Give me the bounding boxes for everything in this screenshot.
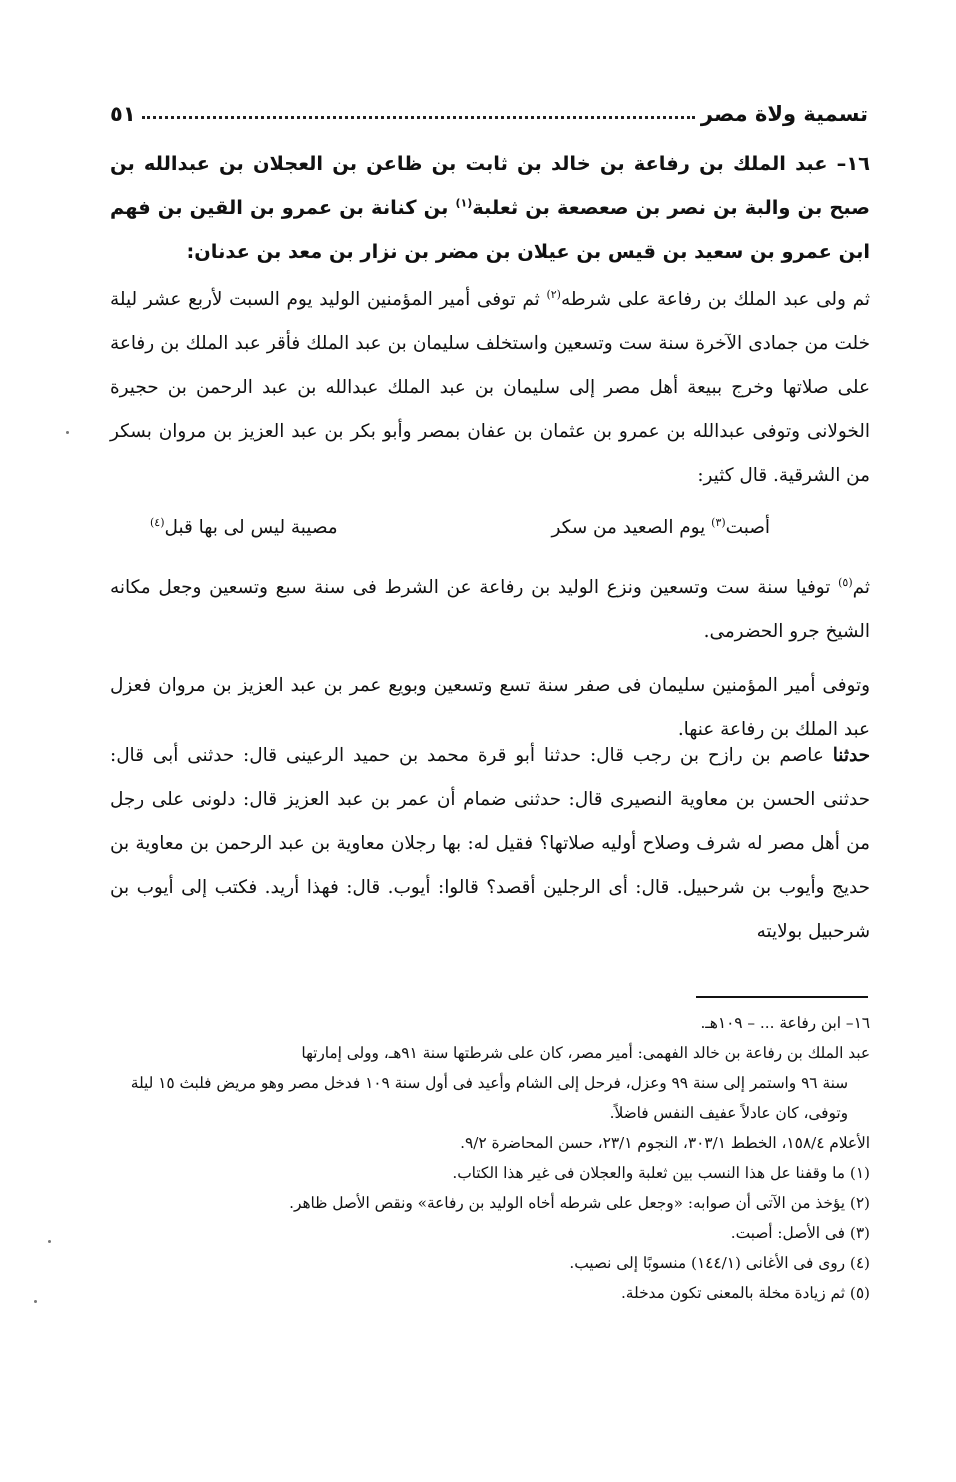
footnote-ref-2: (٢) <box>546 287 561 301</box>
footnote-ref-4: (٤) <box>150 515 165 529</box>
entry-heading <box>110 142 870 274</box>
paragraph-2-part1: ثم <box>852 577 870 598</box>
running-header <box>110 92 868 126</box>
footnote-bio-line1: عبد الملك بن رفاعة بن خالد الفهمى: أمير مصر، كان على شرطتها سنة ٩١هـ، وولى إمارتها <box>301 1044 870 1062</box>
footnote-sources: الأعلام ١٥٨/٤، الخطط ٣٠٣/١، النجوم ٢٣/١، حسن المحاضرة ٩/٢. <box>460 1134 870 1152</box>
footnote-separator <box>696 996 868 998</box>
paragraph-1 <box>110 278 870 498</box>
paragraph-4-text: عاصم بن رازح بن رجب قال: حدثنا أبو قرة محمد بن حميد الرعينى قال: حدثنى أبى قال: حدثنى الحسن بن معاوية النصيرى قال: حدثنى ضمام أن عمر بن عبد العزيز قال: دلونى على رجل من أهل مصر له شرف وصلاح أوليه صلاتها؟ فقيل له: بها رجلان معاوية بن عبد الرحمن بن معاوية بن حديج وأيوب بن شرحبيل. قال: أى الرجلين أقصد؟ قالوا: أيوب. قال: فهذا أريد. فكتب إلى أيوب بن شرحبيل بولايته <box>110 745 870 942</box>
paragraph-1-part1: ثم ولى عبد الملك بن رفاعة على شرطه <box>560 289 870 310</box>
footnote-ref-3: (٣) <box>711 515 726 529</box>
heading-text-part1: ١٦– عبد الملك بن رفاعة بن خالد بن ثابت بن ظاعن بن العجلان بن عبدالله بن صبح بن والبة بن نصر بن صعصعة بن ثعلبة <box>110 152 870 219</box>
scan-speck <box>34 1300 37 1303</box>
footnote-bio-head: ١٦– ابن رفاعة ... – ١٠٩هـ. <box>700 1014 870 1032</box>
running-title: تسمية ولاة مصر <box>700 102 868 126</box>
footnote-ref-5: (٥) <box>838 575 853 589</box>
footnotes <box>108 1008 870 1308</box>
poem-text: يوم الصعيد من سكر <box>551 517 712 538</box>
poem-text-second: مصيبة ليس لى بها قبل <box>164 517 338 538</box>
footnote-bio <box>108 1038 870 1128</box>
heading-text-part2: بن كنانة بن عمرو بن القين بن فهم ابن عمرو بن سعيد بن قيس بن عيلان بن مضر بن نزار بن معد بن عدنان: <box>110 196 870 263</box>
poem-verse <box>150 506 770 550</box>
footnote-2: (٢) يؤخذ من الآتى أن صوابه: «وجعل على شرطه أخاه الوليد بن رفاعة» ونقص الأصل ظاهر. <box>289 1194 870 1212</box>
footnote-1: (١) ما وقفنا عل هذا النسب بين ثعلبة والعجلان فى غير هذا الكتاب. <box>452 1164 870 1182</box>
footnote-bio-continuation: سنة ٩٦ واستمر إلى سنة ٩٩ وعزل، فرحل إلى الشام وأعيد فى أول سنة ١٠٩ فدخل مصر وهو مريض فلبث ١٥ ليلة وتوفى، كان عادلاً عفيف النفس فاضلاً. <box>130 1074 848 1122</box>
footnote-ref-1: (١) <box>455 196 473 210</box>
footnote-5: (٥) ثم زيادة مخلة بالمعنى تكون مدخلة. <box>620 1284 870 1302</box>
paragraph-4 <box>110 734 870 954</box>
paragraph-3: وتوفى أمير المؤمنين سليمان فى صفر سنة تسع وتسعين وبويع عمر بن عبد العزيز بن مروان فعزل عبد الملك بن رفاعة عنها. <box>110 675 870 740</box>
paragraph-2 <box>110 566 870 654</box>
footnote-4: (٤) روى فى الأغانى (١٤٤/١) منسوبًا إلى نصيب. <box>569 1254 870 1272</box>
paragraph-2-part2: توفيا سنة ست وتسعين ونزع الوليد بن رفاعة عن الشرط فى سنة سبع وتسعين وجعل مكانه الشيخ جرو الحضرمى. <box>110 577 870 642</box>
paragraph-1-part2: ثم توفى أمير المؤمنين الوليد يوم السبت لأربع عشر ليلة خلت من جمادى الآخرة سنة ست وتسعين واستخلف سليمان بن عبد الملك فأقر عبد الملك بن رفاعة على صلاتها وخرج ببيعة أهل مصر إلى سليمان بن عبد الملك عبدالله بن عبد الرحمن بن حجيرة الخولانى وتوفى عبدالله بن عمرو بن عثمان بن عفان بمصر وأبو بكر بن عبد العزيز بن مروان بسكر من الشرقية. قال كثير: <box>110 289 870 486</box>
paragraph-4-lead: حدثنا <box>832 745 870 766</box>
scan-speck <box>66 431 69 434</box>
poem-hemistich-first <box>551 506 770 550</box>
scan-speck <box>48 1240 51 1243</box>
header-leader-dots <box>142 116 695 119</box>
poem-word: أصبت <box>725 517 770 538</box>
poem-hemistich-second <box>150 506 338 550</box>
page-number: ٥١ <box>110 102 136 126</box>
footnote-3: (٣) فى الأصل: أصبت. <box>730 1224 870 1242</box>
